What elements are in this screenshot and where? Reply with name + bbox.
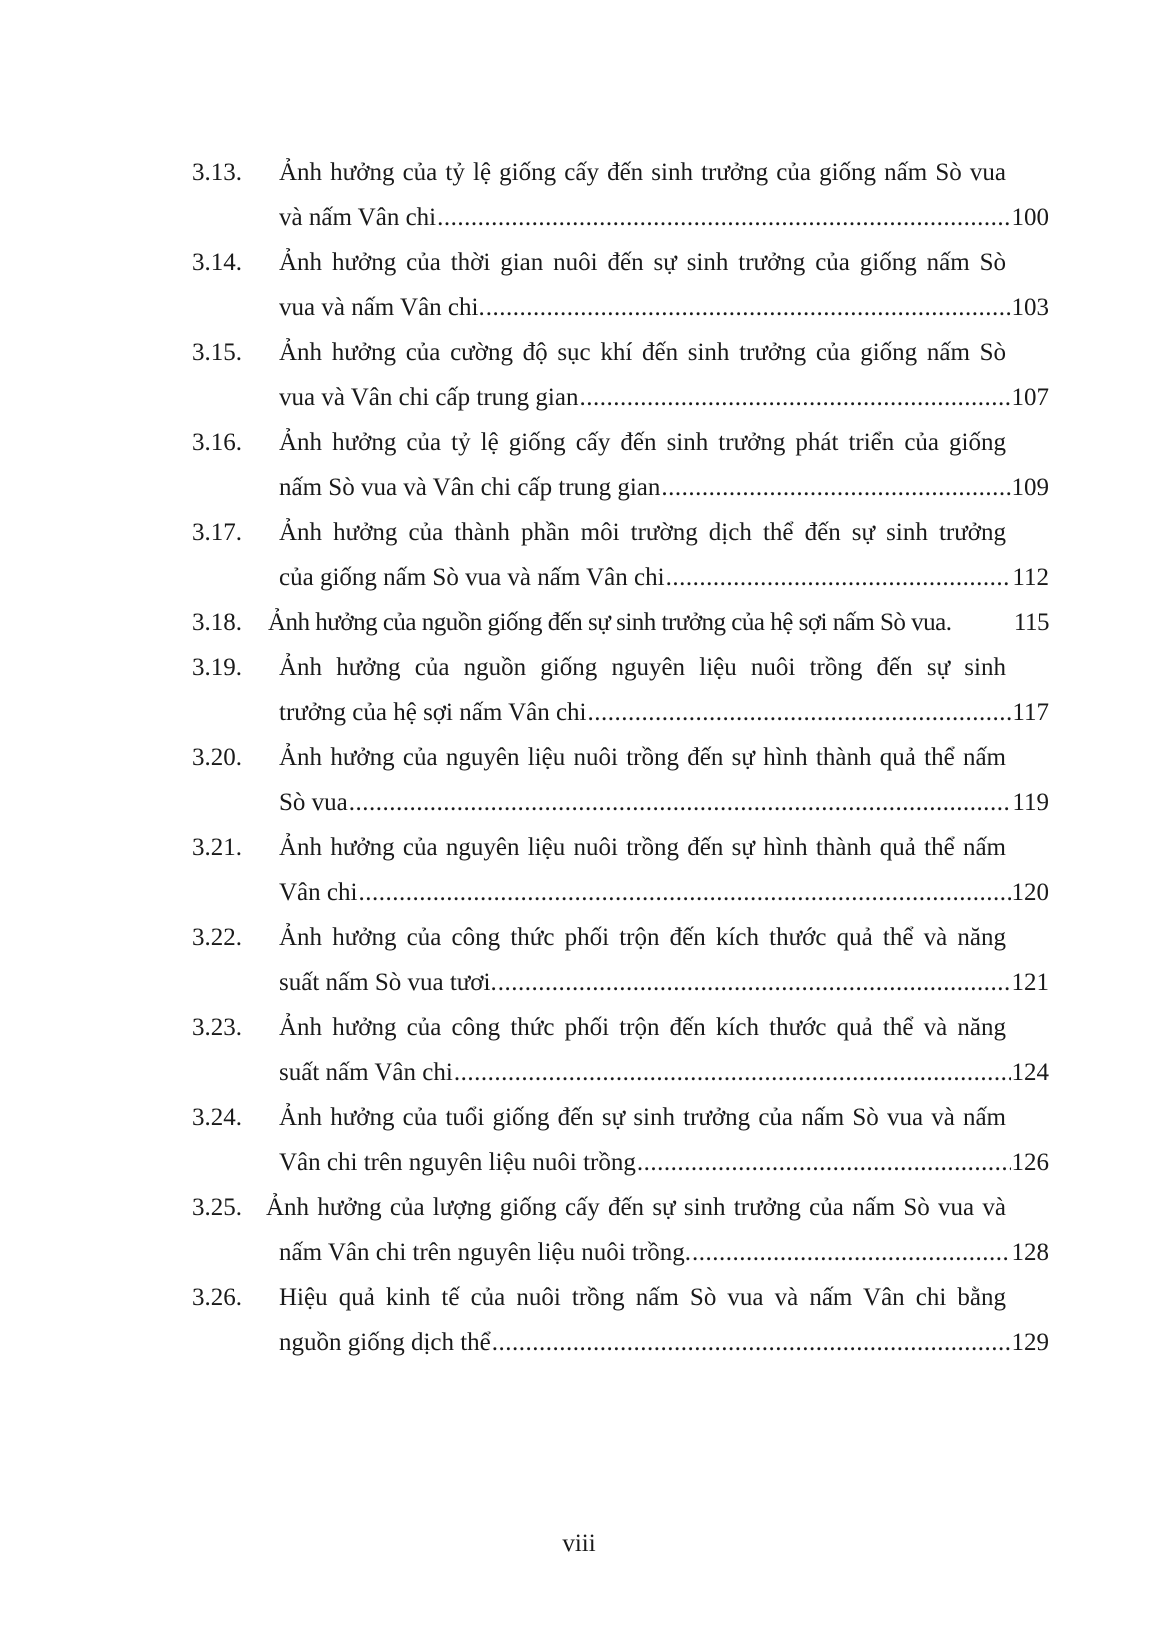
entry-number: 3.15. [192, 339, 242, 366]
dot-leader [666, 563, 1012, 593]
entry-title-continued: Vân chi [279, 879, 358, 906]
entry-title-continued: nguồn giống dịch thể [279, 1329, 491, 1356]
dot-leader [661, 473, 1010, 503]
entry-title-continued: trưởng của hệ sợi nấm Vân chi [279, 699, 587, 726]
page-ref: 112 [1012, 564, 1049, 591]
page-ref: 128 [1011, 1239, 1049, 1266]
dot-leader [358, 878, 1010, 908]
entry-continuation [279, 473, 1049, 503]
entry-title: Ảnh hưởng của công thức phối trộn đến kích thước quả thể và năng [279, 924, 1006, 951]
entry-number: 3.20. [192, 744, 242, 771]
entry-continuation [279, 1238, 1049, 1268]
entry-title-continued: của giống nấm Sò vua và nấm Vân chi [279, 564, 665, 591]
entry-title: Ảnh hưởng của tuổi giống đến sự sinh trưởng của nấm Sò vua và nấm [279, 1104, 1006, 1131]
entry-title: Hiệu quả kinh tế của nuôi trồng nấm Sò vua và nấm Vân chi bằng [279, 1284, 1006, 1311]
dot-leader [437, 203, 1010, 233]
entry-number: 3.25. [192, 1194, 242, 1221]
entry-title: Ảnh hưởng của nguồn giống đến sự sinh trưởng của hệ sợi nấm Sò vua. [268, 609, 952, 636]
entry-number: 3.13. [192, 159, 242, 186]
page-ref: 115 [1013, 609, 1049, 636]
page-ref: 103 [1011, 294, 1049, 321]
entry-title-continued: suất nấm Sò vua tươi. [279, 969, 497, 996]
entry-title: Ảnh hưởng của tỷ lệ giống cấy đến sinh trưởng của giống nấm Sò vua [279, 159, 1006, 186]
page-ref: 120 [1011, 879, 1049, 906]
page-ref: 109 [1011, 474, 1049, 501]
entry-number: 3.16. [192, 429, 242, 456]
page-ref: 117 [1012, 699, 1049, 726]
entry-continuation [279, 878, 1049, 908]
entry-number: 3.22. [192, 924, 242, 951]
entry-title-continued: vua và Vân chi cấp trung gian [279, 384, 579, 411]
dot-leader [349, 788, 1012, 818]
entry-title: Ảnh hưởng của nguyên liệu nuôi trồng đến sự hình thành quả thể nấm [279, 744, 1006, 771]
entry-title: Ảnh hưởng của công thức phối trộn đến kích thước quả thể và năng [279, 1014, 1006, 1041]
page-ref: 119 [1012, 789, 1049, 816]
entry-title: Ảnh hưởng của nguyên liệu nuôi trồng đến sự hình thành quả thể nấm [279, 834, 1006, 861]
entry-title: Ảnh hưởng của thời gian nuôi đến sự sinh trưởng của giống nấm Sò [279, 249, 1006, 276]
entry-title-continued: vua và nấm Vân chi. [279, 294, 485, 321]
entry-title-continued: nấm Vân chi trên nguyên liệu nuôi trồng. [279, 1239, 691, 1266]
entry-number: 3.26. [192, 1284, 242, 1311]
entry-continuation [279, 968, 1049, 998]
dot-leader [486, 293, 1011, 323]
entry-continuation [279, 1328, 1049, 1358]
entry-number: 3.17. [192, 519, 242, 546]
page-ref: 107 [1011, 384, 1049, 411]
page-ref: 126 [1011, 1149, 1049, 1176]
dot-leader [637, 1148, 1011, 1178]
entry-continuation [279, 383, 1049, 413]
entry-continuation [279, 203, 1049, 233]
entry-title: Ảnh hưởng của thành phần môi trường dịch thể đến sự sinh trưởng [279, 519, 1006, 546]
entry-number: 3.18. [192, 609, 242, 636]
page-ref: 129 [1011, 1329, 1049, 1356]
dot-leader [579, 383, 1010, 413]
entry-number: 3.24. [192, 1104, 242, 1131]
entry-title-continued: nấm Sò vua và Vân chi cấp trung gian [279, 474, 661, 501]
entry-continuation [279, 1148, 1049, 1178]
entry-title: Ảnh hưởng của lượng giống cấy đến sự sinh trưởng của nấm Sò vua và [266, 1194, 1006, 1221]
dot-leader [492, 1328, 1011, 1358]
entry-continuation [279, 563, 1049, 593]
page-ref: 124 [1011, 1059, 1049, 1086]
entry-continuation [279, 1058, 1049, 1088]
entry-title-continued: và nấm Vân chi [279, 204, 437, 231]
page-ref: 100 [1011, 204, 1049, 231]
entry-continuation [279, 698, 1049, 728]
entry-continuation [279, 788, 1049, 818]
dot-leader [692, 1238, 1011, 1268]
entry-title: Ảnh hưởng của cường độ sục khí đến sinh trưởng của giống nấm Sò [279, 339, 1006, 366]
entry-title-continued: Sò vua [279, 789, 348, 816]
entry-number: 3.19. [192, 654, 242, 681]
dot-leader [454, 1058, 1011, 1088]
entry-number: 3.14. [192, 249, 242, 276]
entry-title-continued: Vân chi trên nguyên liệu nuôi trồng [279, 1149, 636, 1176]
entry-number: 3.21. [192, 834, 242, 861]
entry-single-line [268, 608, 1049, 638]
dot-leader [588, 698, 1012, 728]
entry-title: Ảnh hưởng của tỷ lệ giống cấy đến sinh trưởng phát triển của giống [279, 429, 1006, 456]
entry-title-continued: suất nấm Vân chi [279, 1059, 453, 1086]
page-number: viii [562, 1530, 596, 1557]
entry-title: Ảnh hưởng của nguồn giống nguyên liệu nuôi trồng đến sự sinh [279, 654, 1006, 681]
page-ref: 121 [1011, 969, 1049, 996]
dot-leader [498, 968, 1011, 998]
entry-continuation [279, 293, 1049, 323]
entry-number: 3.23. [192, 1014, 242, 1041]
